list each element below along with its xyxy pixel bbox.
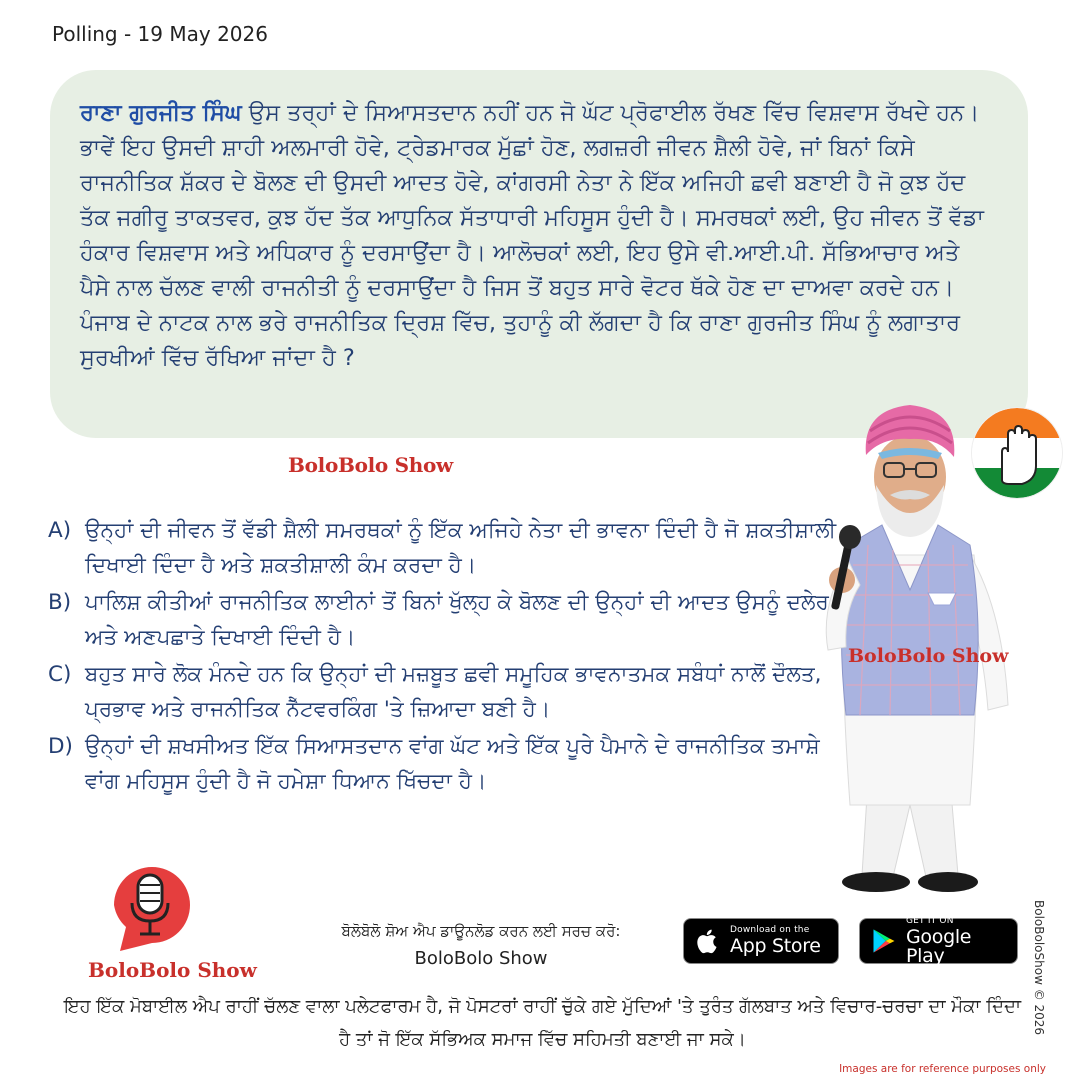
question-text <box>80 96 994 376</box>
option-b[interactable] <box>48 585 838 655</box>
option-d[interactable] <box>48 729 838 799</box>
question-card <box>50 70 1028 438</box>
option-text: ਉਨ੍ਹਾਂ ਦੀ ਜੀਵਨ ਤੋਂ ਵੱਡੀ ਸ਼ੈਲੀ ਸਮਰਥਕਾਂ ਨੂੰ ਇੱਕ ਅਜਿਹੇ ਨੇਤਾ ਦੀ ਭਾਵਨਾ ਦਿੰਦੀ ਹੈ ਜੋ ਸ਼ਕਤੀਸ਼ਾਲੀ ਦਿਖਾਈ ਦਿੰਦਾ ਹੈ ਅਤੇ ਸ਼ਕਤੀਸ਼ਾਲੀ ਕੰਮ ਕਰਦਾ ਹੈ। <box>85 518 837 578</box>
politician-name: ਰਾਣਾ ਗੁਰਜੀਤ ਸਿੰਘ <box>80 100 242 126</box>
google-play-button[interactable] <box>859 915 1018 967</box>
brand-watermark: BoloBolo Show <box>288 453 453 477</box>
option-letter: A) <box>48 518 72 543</box>
microphone-icon <box>100 855 200 955</box>
google-play-small-label: GET IT ON <box>906 915 954 926</box>
platform-disclaimer: ਇਹ ਇੱਕ ਮੋਬਾਈਲ ਐਪ ਰਾਹੀਂ ਚੱਲਣ ਵਾਲਾ ਪਲੇਟਫਾਰਮ ਹੈ, ਜੋ ਪੋਸਟਰਾਂ ਰਾਹੀਂ ਚੁੱਕੇ ਗਏ ਮੁੱਦਿਆਂ 'ਤੇ ਤੁਰੰਤ ਗੱਲਬਾਤ ਅਤੇ ਵਿਚਾਰ-ਚਰਚਾ ਦਾ ਮੌਕਾ ਦਿੰਦਾ ਹੈ ਤਾਂ ਜੋ ਇੱਕ ਸੱਭਿਅਕ ਸਮਾਜ ਵਿੱਚ ਸਹਿਮਤੀ ਬਣਾਈ ਜਾ ਸਕੇ। <box>63 996 1022 1050</box>
option-c[interactable] <box>48 657 838 727</box>
search-instruction: ਬੋਲੋਬੋਲੋ ਸ਼ੋਅ ਐਪ ਡਾਊਨਲੋਡ ਕਰਨ ਲਈ ਸਰਚ ਕਰੋ: <box>341 922 621 940</box>
google-play-label: Google Play <box>906 925 972 967</box>
question-body: ਉਸ ਤਰ੍ਹਾਂ ਦੇ ਸਿਆਸਤਦਾਨ ਨਹੀਂ ਹਨ ਜੋ ਘੱਟ ਪ੍ਰੋਫਾਈਲ ਰੱਖਣ ਵਿੱਚ ਵਿਸ਼ਵਾਸ ਰੱਖਦੇ ਹਨ। ਭਾਵੇਂ ਇਹ ਉਸਦੀ ਸ਼ਾਹੀ ਅਲਮਾਰੀ ਹੋਵੇ, ਟ੍ਰੇਡਮਾਰਕ ਮੁੱਛਾਂ ਹੋਣ, ਲਗਜ਼ਰੀ ਜੀਵਨ ਸ਼ੈਲੀ ਹੋਵੇ, ਜਾਂ ਬਿਨਾਂ ਕਿਸੇ ਰਾਜਨੀਤਿਕ ਸ਼ੱਕਰ ਦੇ ਬੋਲਣ ਦੀ ਉਸਦੀ ਆਦਤ ਹੋਵੇ, ਕਾਂਗਰਸੀ ਨੇਤਾ ਨੇ ਇੱਕ ਅਜਿਹੀ ਛਵੀ ਬਣਾਈ ਹੈ ਜੋ ਕੁਝ ਹੱਦ ਤੱਕ ਜਗੀਰੂ ਤਾਕਤਵਰ, ਕੁਝ ਹੱਦ ਤੱਕ ਆਧੁਨਿਕ ਸੱਤਾਧਾਰੀ ਮਹਿਸੂਸ ਹੁੰਦੀ ਹੈ। ਸਮਰਥਕਾਂ ਲਈ, ਉਹ ਜੀਵਨ ਤੋਂ ਵੱਡਾ ਹੰਕਾਰ ਵਿਸ਼ਵਾਸ ਅਤੇ ਅਧਿਕਾਰ ਨੂੰ ਦਰਸਾਉਂਦਾ ਹੈ। ਆਲੋਚਕਾਂ ਲਈ, ਇਹ ਉਸੇ ਵੀ.ਆਈ.ਪੀ. ਸੱਭਿਆਚਾਰ ਅਤੇ ਪੈਸੇ ਨਾਲ ਚੱਲਣ ਵਾਲੀ ਰਾਜਨੀਤੀ ਨੂੰ ਦਰਸਾਉਂਦਾ ਹੈ ਜਿਸ ਤੋਂ ਬਹੁਤ ਸਾਰੇ ਵੋਟਰ ਥੱਕੇ ਹੋਣ ਦਾ ਦਾਅਵਾ ਕਰਦੇ ਹਨ। ਪੰਜਾਬ ਦੇ ਨਾਟਕ ਨਾਲ ਭਰੇ ਰਾਜਨੀਤਿਕ ਦ੍ਰਿਸ਼ ਵਿੱਚ, ਤੁਹਾਨੂੰ ਕੀ ਲੱਗਦਾ ਹੈ ਕਿ ਰਾਣਾ ਗੁਰਜੀਤ ਸਿੰਘ ਨੂੰ ਲਗਾਤਾਰ ਸੁਰਖੀਆਂ ਵਿੱਚ ਰੱਖਿਆ ਜਾਂਦਾ ਹੈ ? <box>80 100 984 371</box>
option-letter: C) <box>48 662 72 687</box>
option-letter: B) <box>48 590 72 615</box>
poll-options <box>48 513 838 801</box>
option-a[interactable] <box>48 513 838 583</box>
app-store-small-label: Download on the <box>730 925 810 935</box>
congress-hand-icon <box>972 408 1062 498</box>
option-text: ਬਹੁਤ ਸਾਰੇ ਲੋਕ ਮੰਨਦੇ ਹਨ ਕਿ ਉਨ੍ਹਾਂ ਦੀ ਮਜ਼ਬੂਤ ਛਵੀ ਸਮੂਹਿਕ ਭਾਵਨਾਤਮਕ ਸਬੰਧਾਂ ਨਾਲੋਂ ਦੌਲਤ, ਪ੍ਰਭਾਵ ਅਤੇ ਰਾਜਨੀਤਿਕ ਨੈੱਟਵਰਕਿੰਗ 'ਤੇ ਜ਼ਿਆਦਾ ਬਣੀ ਹੈ। <box>85 662 822 722</box>
option-text: ਪਾਲਿਸ਼ ਕੀਤੀਆਂ ਰਾਜਨੀਤਿਕ ਲਾਈਨਾਂ ਤੋਂ ਬਿਨਾਂ ਖੁੱਲ੍ਹ ਕੇ ਬੋਲਣ ਦੀ ਉਨ੍ਹਾਂ ਦੀ ਆਦਤ ਉਸਨੂੰ ਦਲੇਰ ਅਤੇ ਅਣਪਛਾਤੇ ਦਿਖਾਈ ਦਿੰਦੀ ਹੈ। <box>85 590 829 650</box>
reference-footnote: Images are for reference purposes only <box>839 1063 1046 1075</box>
footer-brand-name: BoloBolo Show <box>88 958 257 982</box>
option-letter: D) <box>48 734 73 759</box>
google-play-icon <box>870 927 898 955</box>
app-store-label: App Store <box>730 935 821 957</box>
copyright-notice: BoloBoloShow © 2026 <box>1032 900 1046 1036</box>
app-store-button[interactable] <box>683 918 839 964</box>
search-app-name: BoloBolo Show <box>414 948 548 969</box>
brand-watermark-overlay: BoloBolo Show <box>848 645 1009 667</box>
polling-date: Polling - 19 May 2026 <box>52 22 268 46</box>
option-text: ਉਨ੍ਹਾਂ ਦੀ ਸ਼ਖਸੀਅਤ ਇੱਕ ਸਿਆਸਤਦਾਨ ਵਾਂਗ ਘੱਟ ਅਤੇ ਇੱਕ ਪੂਰੇ ਪੈਮਾਨੇ ਦੇ ਰਾਜਨੀਤਿਕ ਤਮਾਸ਼ੇ ਵਾਂਗ ਮਹਿਸੂਸ ਹੁੰਦੀ ਹੈ ਜੋ ਹਮੇਸ਼ਾ ਧਿਆਨ ਖਿੱਚਦਾ ਹੈ। <box>85 734 820 794</box>
apple-icon <box>694 927 722 955</box>
